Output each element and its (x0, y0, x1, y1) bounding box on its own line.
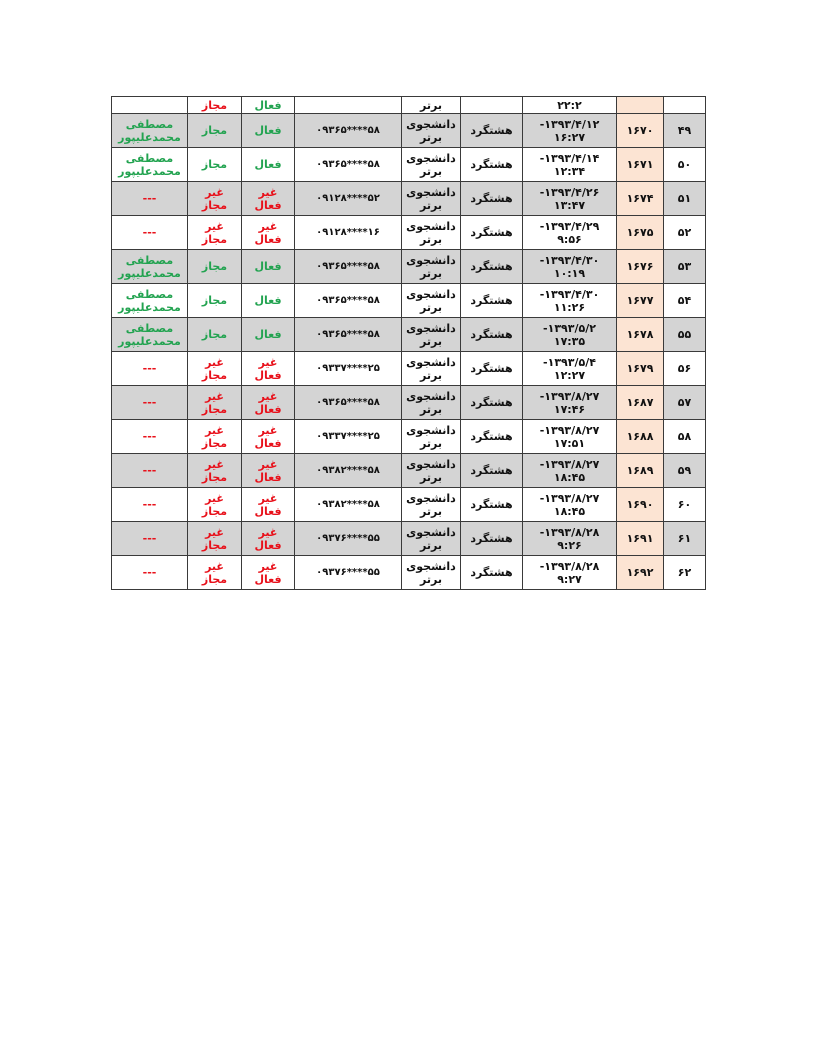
cell-index: ۵۵ (664, 318, 706, 352)
cell-date: ۲۲:۲ (523, 97, 617, 114)
cell-type: دانشجوی برتر (402, 250, 461, 284)
cell-name: مصطفی محمدعلیپور (112, 250, 188, 284)
cell-type: دانشجوی برتر (402, 454, 461, 488)
cell-date: ۱۳۹۳/۴/۲۶- ۱۳:۴۷ (523, 182, 617, 216)
cell-date: ۱۳۹۳/۸/۲۷- ۱۷:۵۱ (523, 420, 617, 454)
cell-grade: هشتگرد (461, 454, 523, 488)
cell-grade: هشتگرد (461, 182, 523, 216)
cell-grade: هشتگرد (461, 522, 523, 556)
cell-date: ۱۳۹۳/۴/۳۰- ۱۱:۲۶ (523, 284, 617, 318)
cell-date: ۱۳۹۳/۴/۱۲- ۱۶:۲۷ (523, 114, 617, 148)
cell-type: دانشجوی برتر (402, 148, 461, 182)
cell-type: دانشجوی برتر (402, 114, 461, 148)
cell-name: --- (112, 216, 188, 250)
cell-permit: غیر مجاز (188, 386, 242, 420)
cell-date: ۱۳۹۳/۵/۲- ۱۷:۳۵ (523, 318, 617, 352)
cell-phone: ۰۹۳۶۵****۵۸ (295, 284, 402, 318)
cell-code: ۱۶۷۱ (617, 148, 664, 182)
table-row (112, 216, 706, 250)
cell-type: دانشجوی برتر (402, 216, 461, 250)
cell-date: ۱۳۹۳/۸/۲۷- ۱۸:۴۵ (523, 488, 617, 522)
cell-index: ۵۴ (664, 284, 706, 318)
cell-name: --- (112, 522, 188, 556)
table-row (112, 182, 706, 216)
cell-status: غیر فعال (242, 216, 295, 250)
table-row (112, 352, 706, 386)
cell-phone (295, 97, 402, 114)
cell-type: دانشجوی برتر (402, 352, 461, 386)
cell-status: غیر فعال (242, 386, 295, 420)
cell-name: مصطفی محمدعلیپور (112, 284, 188, 318)
cell-index (664, 97, 706, 114)
cell-index: ۵۲ (664, 216, 706, 250)
cell-phone: ۰۹۳۳۷****۲۵ (295, 352, 402, 386)
cell-type: دانشجوی برتر (402, 386, 461, 420)
cell-date: ۱۳۹۳/۸/۲۷- ۱۸:۴۵ (523, 454, 617, 488)
cell-grade: هشتگرد (461, 420, 523, 454)
cell-status: فعال (242, 148, 295, 182)
cell-name: مصطفی محمدعلیپور (112, 318, 188, 352)
cell-type: دانشجوی برتر (402, 556, 461, 590)
cell-phone: ۰۹۳۶۵****۵۸ (295, 148, 402, 182)
cell-type: دانشجوی برتر (402, 284, 461, 318)
cell-status: فعال (242, 114, 295, 148)
table-row (112, 556, 706, 590)
cell-grade: هشتگرد (461, 216, 523, 250)
table-row-partial (112, 97, 706, 114)
table-row (112, 114, 706, 148)
cell-name: --- (112, 556, 188, 590)
cell-code: ۱۶۹۱ (617, 522, 664, 556)
table-row (112, 250, 706, 284)
cell-permit: غیر مجاز (188, 352, 242, 386)
cell-type: دانشجوی برتر (402, 182, 461, 216)
cell-permit: مجاز (188, 284, 242, 318)
cell-permit: غیر مجاز (188, 556, 242, 590)
cell-status: فعال (242, 97, 295, 114)
cell-type: دانشجوی برتر (402, 522, 461, 556)
table-row (112, 386, 706, 420)
table-row (112, 148, 706, 182)
cell-status: غیر فعال (242, 182, 295, 216)
cell-date: ۱۳۹۳/۵/۴- ۱۲:۲۷ (523, 352, 617, 386)
cell-index: ۵۶ (664, 352, 706, 386)
cell-name: --- (112, 420, 188, 454)
cell-permit: غیر مجاز (188, 522, 242, 556)
cell-code: ۱۶۸۷ (617, 386, 664, 420)
cell-permit: غیر مجاز (188, 454, 242, 488)
cell-status: غیر فعال (242, 420, 295, 454)
cell-phone: ۰۹۳۷۶****۵۵ (295, 556, 402, 590)
cell-permit: غیر مجاز (188, 182, 242, 216)
cell-index: ۶۱ (664, 522, 706, 556)
cell-type: دانشجوی برتر (402, 318, 461, 352)
cell-name: --- (112, 182, 188, 216)
cell-status: فعال (242, 284, 295, 318)
cell-permit: مجاز (188, 97, 242, 114)
cell-index: ۵۹ (664, 454, 706, 488)
cell-name: --- (112, 454, 188, 488)
cell-permit: غیر مجاز (188, 216, 242, 250)
cell-name: مصطفی محمدعلیپور (112, 114, 188, 148)
cell-phone: ۰۹۳۶۵****۵۸ (295, 250, 402, 284)
cell-code (617, 97, 664, 114)
cell-phone: ۰۹۱۲۸****۵۲ (295, 182, 402, 216)
cell-index: ۵۷ (664, 386, 706, 420)
cell-index: ۴۹ (664, 114, 706, 148)
cell-grade: هشتگرد (461, 352, 523, 386)
records-table (111, 96, 706, 590)
cell-name: --- (112, 386, 188, 420)
cell-permit: مجاز (188, 250, 242, 284)
cell-status: غیر فعال (242, 454, 295, 488)
cell-name: --- (112, 352, 188, 386)
cell-date: ۱۳۹۳/۸/۲۷- ۱۷:۴۶ (523, 386, 617, 420)
cell-grade: هشتگرد (461, 318, 523, 352)
cell-grade: هشتگرد (461, 556, 523, 590)
cell-permit: مجاز (188, 148, 242, 182)
cell-code: ۱۶۹۰ (617, 488, 664, 522)
cell-name (112, 97, 188, 114)
cell-type: دانشجوی برتر (402, 488, 461, 522)
cell-index: ۵۸ (664, 420, 706, 454)
cell-index: ۵۰ (664, 148, 706, 182)
cell-code: ۱۶۷۹ (617, 352, 664, 386)
cell-status: غیر فعال (242, 488, 295, 522)
table-body (112, 97, 706, 590)
cell-type: دانشجوی برتر (402, 420, 461, 454)
cell-status: غیر فعال (242, 522, 295, 556)
cell-phone: ۰۹۱۲۸****۱۶ (295, 216, 402, 250)
cell-phone: ۰۹۳۷۶****۵۵ (295, 522, 402, 556)
cell-permit: مجاز (188, 114, 242, 148)
cell-index: ۵۳ (664, 250, 706, 284)
cell-code: ۱۶۷۰ (617, 114, 664, 148)
cell-grade: هشتگرد (461, 284, 523, 318)
cell-code: ۱۶۸۹ (617, 454, 664, 488)
cell-date: ۱۳۹۳/۸/۲۸- ۹:۲۷ (523, 556, 617, 590)
cell-grade: هشتگرد (461, 488, 523, 522)
cell-date: ۱۳۹۳/۸/۲۸- ۹:۲۶ (523, 522, 617, 556)
cell-grade: هشتگرد (461, 386, 523, 420)
cell-grade: هشتگرد (461, 250, 523, 284)
cell-name: مصطفی محمدعلیپور (112, 148, 188, 182)
cell-type: برتر (402, 97, 461, 114)
cell-date: ۱۳۹۳/۴/۲۹- ۹:۵۶ (523, 216, 617, 250)
cell-date: ۱۳۹۳/۴/۳۰- ۱۰:۱۹ (523, 250, 617, 284)
cell-phone: ۰۹۳۸۲****۵۸ (295, 454, 402, 488)
cell-index: ۶۰ (664, 488, 706, 522)
table-row (112, 284, 706, 318)
table-row (112, 318, 706, 352)
cell-name: --- (112, 488, 188, 522)
cell-code: ۱۶۷۵ (617, 216, 664, 250)
cell-status: فعال (242, 250, 295, 284)
cell-permit: غیر مجاز (188, 488, 242, 522)
cell-status: فعال (242, 318, 295, 352)
cell-grade: هشتگرد (461, 114, 523, 148)
cell-phone: ۰۹۳۶۵****۵۸ (295, 386, 402, 420)
cell-status: غیر فعال (242, 352, 295, 386)
cell-phone: ۰۹۳۶۵****۵۸ (295, 114, 402, 148)
cell-code: ۱۶۸۸ (617, 420, 664, 454)
cell-phone: ۰۹۳۶۵****۵۸ (295, 318, 402, 352)
cell-code: ۱۶۷۶ (617, 250, 664, 284)
cell-permit: غیر مجاز (188, 420, 242, 454)
cell-code: ۱۶۷۸ (617, 318, 664, 352)
cell-index: ۵۱ (664, 182, 706, 216)
cell-date: ۱۳۹۳/۴/۱۴- ۱۲:۳۴ (523, 148, 617, 182)
cell-permit: مجاز (188, 318, 242, 352)
cell-grade (461, 97, 523, 114)
table-row (112, 420, 706, 454)
cell-code: ۱۶۷۷ (617, 284, 664, 318)
cell-index: ۶۲ (664, 556, 706, 590)
table-row (112, 488, 706, 522)
table-row (112, 454, 706, 488)
cell-code: ۱۶۷۴ (617, 182, 664, 216)
cell-grade: هشتگرد (461, 148, 523, 182)
cell-phone: ۰۹۳۸۲****۵۸ (295, 488, 402, 522)
table-row (112, 522, 706, 556)
cell-code: ۱۶۹۲ (617, 556, 664, 590)
cell-status: غیر فعال (242, 556, 295, 590)
cell-phone: ۰۹۳۳۷****۲۵ (295, 420, 402, 454)
